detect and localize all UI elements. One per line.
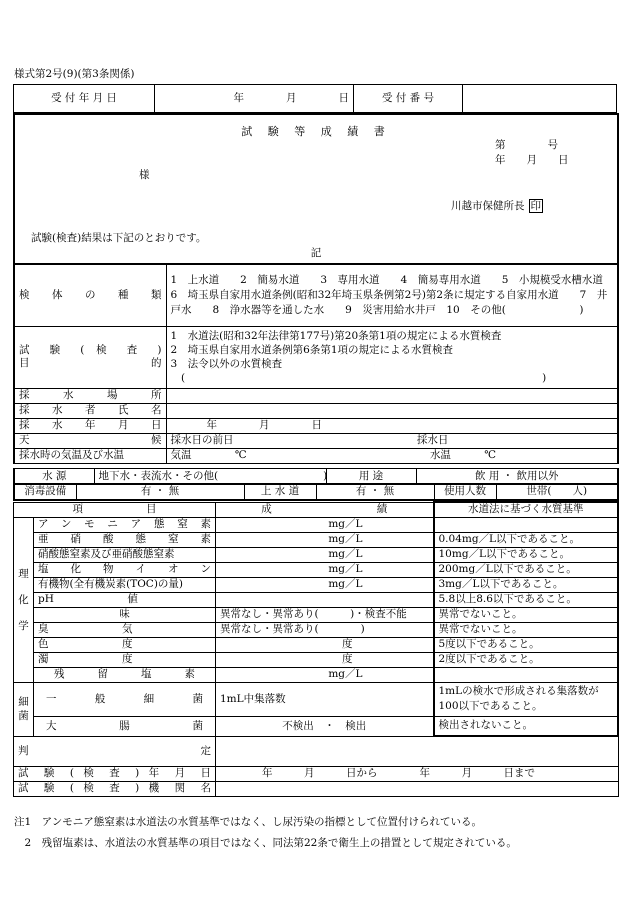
item-row: 大 腸 菌 xyxy=(34,716,216,736)
result-row[interactable]: 1mL中集落数 xyxy=(216,682,434,716)
source-label: 水 源 xyxy=(14,469,94,484)
standard-row: 1mLの検水で形成される集落数が100以下であること。 xyxy=(434,682,619,716)
info-table xyxy=(13,263,624,464)
certificate-number: 第 号 xyxy=(495,139,558,151)
item-row: 塩 化 物 イ オ ン xyxy=(34,562,216,577)
seal-icon: 印 xyxy=(530,200,541,212)
item-row: 硝酸態窒素及び亜硝酸態窒素 xyxy=(34,547,216,562)
item-row: 濁 度 xyxy=(34,652,216,667)
result-row[interactable]: mg／L xyxy=(216,517,434,532)
source-table xyxy=(13,468,619,484)
group-bacteria: 細 菌 xyxy=(14,682,34,736)
standard-row: 異常でないこと。 xyxy=(434,607,619,622)
result-row[interactable]: mg／L xyxy=(216,667,434,682)
agency-label: 試 験 ( 検 査 ) 機 関 名 xyxy=(14,781,216,796)
test-date-label: 試 験 ( 検 査 ) 年 月 日 xyxy=(14,766,216,781)
form-label: 様式第2号(9)(第3条関係) xyxy=(14,68,135,80)
issuer-name: 川越市保健所長 xyxy=(451,200,525,212)
header-standard: 水道法に基づく水質基準 xyxy=(434,502,619,517)
issuer xyxy=(451,198,543,213)
person-value[interactable] xyxy=(166,403,618,418)
item-row: pH 値 xyxy=(34,592,216,607)
users-value[interactable]: 世帯( 人) xyxy=(496,485,618,500)
test-date-value[interactable]: 年 月 日から 年 月 日まで xyxy=(216,766,619,781)
standard-row: 検出されないこと。 xyxy=(434,716,619,736)
waterworks-value[interactable]: 有 ・ 無 xyxy=(316,485,434,500)
sample-date-value[interactable]: 年 月 日 xyxy=(166,418,618,433)
purpose-options[interactable]: 1 水道法(昭和32年法律第177号)第20条第1項の規定による水質検査 2 埼玉県自家用水道条例第6条第1項の規定による水質検査 3 法令以外の水質検査 ( ) xyxy=(166,326,618,388)
users-label: 使用人数 xyxy=(434,485,496,500)
result-row[interactable]: mg／L xyxy=(216,547,434,562)
sample-date-label: 採 水 年 月 日 xyxy=(14,418,166,433)
equipment-table xyxy=(13,484,619,501)
certificate-date: 年 月 日 xyxy=(495,154,569,166)
receipt-table xyxy=(13,84,617,113)
use-value[interactable]: 飲 用 ・ 飲用以外 xyxy=(416,469,618,484)
receipt-date-label: 受 付 年 月 日 xyxy=(14,85,155,113)
judgment-value[interactable] xyxy=(216,736,619,766)
weather-value[interactable]: 採水日の前日 採水日 xyxy=(166,433,618,448)
disinfect-value[interactable]: 有 ・ 無 xyxy=(76,485,244,500)
source-value[interactable]: 地下水・表流水・その他( ) xyxy=(94,469,326,484)
group-physchem: 理 化 学 xyxy=(14,517,34,682)
header-result: 成 績 xyxy=(216,502,434,517)
result-row[interactable]: 異常なし・異常あり( ) xyxy=(216,622,434,637)
ki-label: 記 xyxy=(310,247,322,259)
item-row: 色 度 xyxy=(34,637,216,652)
use-label: 用 途 xyxy=(326,469,416,484)
standard-row: 5.8以上8.6以下であること。 xyxy=(434,592,619,607)
result-row[interactable]: 度 xyxy=(216,652,434,667)
specimen-label: 検 体 の 種 類 xyxy=(14,264,166,326)
notes xyxy=(14,812,517,854)
result-row[interactable]: 不検出 ・ 検出 xyxy=(216,716,434,736)
waterworks-label: 上 水 道 xyxy=(244,485,316,500)
intro-text: 試験(検査)結果は下記のとおりです。 xyxy=(31,232,207,244)
note-2: 2 残留塩素は、水道法の水質基準の項目ではなく、同法第22条で衛生上の措置として規定されている。 xyxy=(14,837,517,849)
item-row: 臭 気 xyxy=(34,622,216,637)
results-table xyxy=(13,501,619,797)
item-row: 亜 硝 酸 態 窒 素 xyxy=(34,532,216,547)
standard-row xyxy=(434,517,619,532)
standard-row: 10mg／L以下であること。 xyxy=(434,547,619,562)
result-row[interactable]: mg／L xyxy=(216,577,434,592)
receipt-number-value[interactable] xyxy=(463,85,617,113)
weather-label: 天 候 xyxy=(14,433,166,448)
person-label: 採 水 者 氏 名 xyxy=(14,403,166,418)
temp-value[interactable]: 気温 ℃ 水温 ℃ xyxy=(166,448,618,463)
item-row: アンモニア態窒素 xyxy=(34,517,216,532)
place-label: 採 水 場 所 xyxy=(14,388,166,403)
item-row: 一 般 細 菌 xyxy=(34,682,216,716)
addressee: 様 xyxy=(139,169,150,181)
certificate-header xyxy=(13,113,619,265)
result-row[interactable]: 度 xyxy=(216,637,434,652)
purpose-label: 試 験 ( 検 査 ) 目 的 xyxy=(14,326,166,388)
standard-row: 2度以下であること。 xyxy=(434,652,619,667)
result-row[interactable] xyxy=(216,592,434,607)
result-row[interactable]: 異常なし・異常あり( )・検査不能 xyxy=(216,607,434,622)
note-1: 注1 アンモニア態窒素は水道法の水質基準ではなく、し尿汚染の指標として位置付けられている。 xyxy=(14,816,483,828)
receipt-number-label: 受 付 番 号 xyxy=(354,85,463,113)
item-row: 味 xyxy=(34,607,216,622)
temp-label: 採水時の気温及び水温 xyxy=(14,448,166,463)
disinfect-label: 消毒設備 xyxy=(14,485,76,500)
standard-row: 5度以下であること。 xyxy=(434,637,619,652)
standard-row: 0.04mg／L以下であること。 xyxy=(434,532,619,547)
item-row: 残 留 塩 素 xyxy=(34,667,216,682)
standard-row xyxy=(434,667,619,682)
standard-row: 異常でないこと。 xyxy=(434,622,619,637)
place-value[interactable] xyxy=(166,388,618,403)
result-row[interactable]: mg／L xyxy=(216,562,434,577)
specimen-options[interactable]: 1 上水道 2 簡易水道 3 専用水道 4 簡易専用水道 5 小規模受水槽水道 6 埼玉県自家用水道条例(昭和32年埼玉県条例第2号)第2条に規定する自家用水道 7 井戸水 8 浄水器等を通した水 9 災害用給水井戸 10 その他( ) xyxy=(166,264,618,326)
header-item: 項 目 xyxy=(14,502,216,517)
result-row[interactable]: mg／L xyxy=(216,532,434,547)
agency-value[interactable] xyxy=(216,781,619,796)
item-row: 有機物(全有機炭素(TOC)の量) xyxy=(34,577,216,592)
standard-row: 3mg／L以下であること。 xyxy=(434,577,619,592)
certificate-title: 試 験 等 成 績 書 xyxy=(241,125,391,138)
standard-row: 200mg／L以下であること。 xyxy=(434,562,619,577)
receipt-date-value[interactable]: 年 月 日 xyxy=(155,85,354,113)
judgment-label: 判 定 xyxy=(14,736,216,766)
